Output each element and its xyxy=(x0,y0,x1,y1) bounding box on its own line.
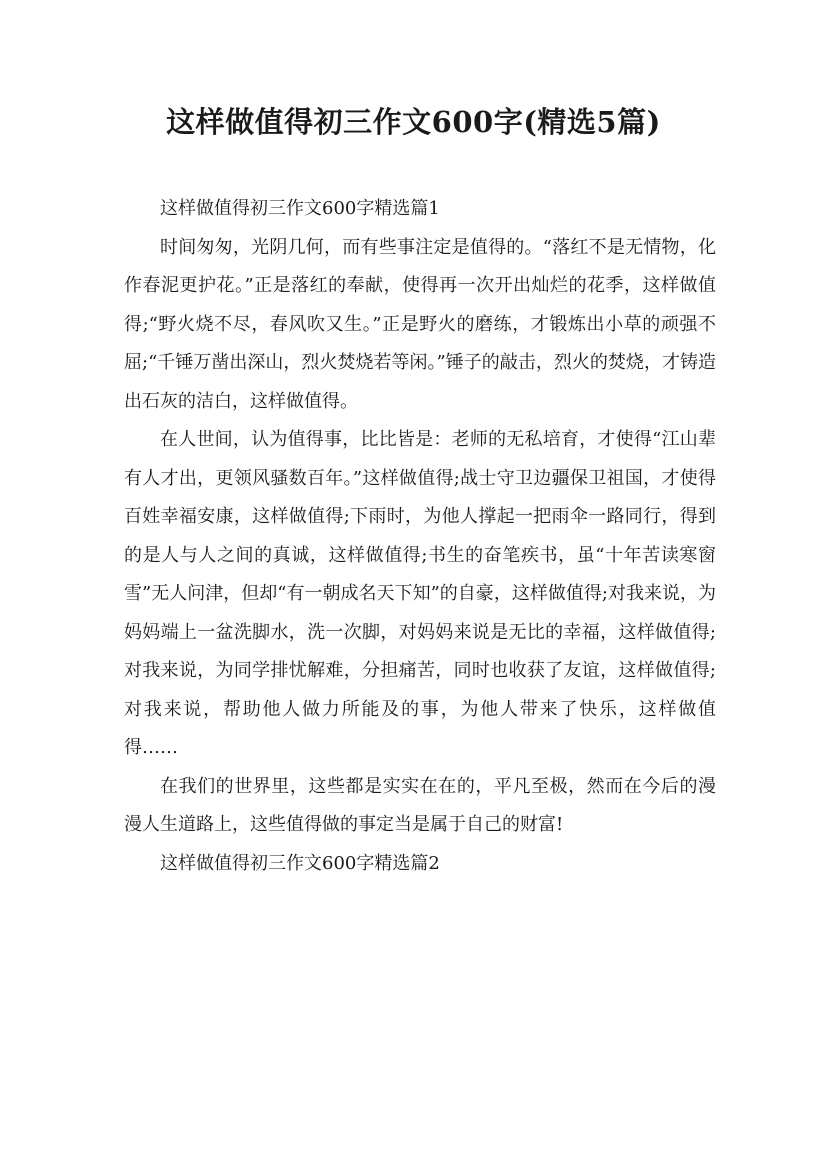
section-heading-2: 这样做值得初三作文600字精选篇2 xyxy=(160,852,440,874)
paragraph-2: 在人世间，认为值得事，比比皆是：老师的无私培育，才使得“江山辈有人才出，更领风骚数百年。”这样做值得;战士守卫边疆保卫祖国，才使得百姓幸福安康，这样做值得;下雨时，为他人撑起一把雨伞一路同行，得到的是人与人之间的真诚，这样做值得;书生的奋笔疾书，虽“十年苦读寒窗雪”无人问津，但却“有一朝成名天下知”的自豪，这样做值得;对我来说，为妈妈端上一盆洗脚水，洗一次脚，对妈妈来说是无比的幸福，这样做值得;对我来说，为同学排忧解难，分担痛苦，同时也收获了友谊，这样做值得;对我来说，帮助他人做力所能及的事，为他人带来了快乐，这样做值得…… xyxy=(124,429,716,758)
section-heading-1: 这样做值得初三作文600字精选篇1 xyxy=(160,198,440,219)
paragraph-1: 时间匆匆，光阴几何，而有些事注定是值得的。“落红不是无情物，化作春泥更护花。”正是落红的奉献，使得再一次开出灿烂的花季，这样做值得;“野火烧不尽，春风吹又生。”正是野火的磨练，才锻炼出小草的顽强不屈;“千锤万凿出深山，烈火焚烧若等闲。”锤子的敲击，烈火的焚烧，才铸造出石灰的洁白，这样做值得。 xyxy=(124,236,716,412)
document-title: 这样做值得初三作文600字(精选5篇) xyxy=(166,105,661,139)
paragraph-3: 在我们的世界里，这些都是实实在在的，平凡至极，然而在今后的漫漫人生道路上，这些值得做的事定当是属于自己的财富! xyxy=(124,775,716,835)
document-body xyxy=(124,190,716,883)
